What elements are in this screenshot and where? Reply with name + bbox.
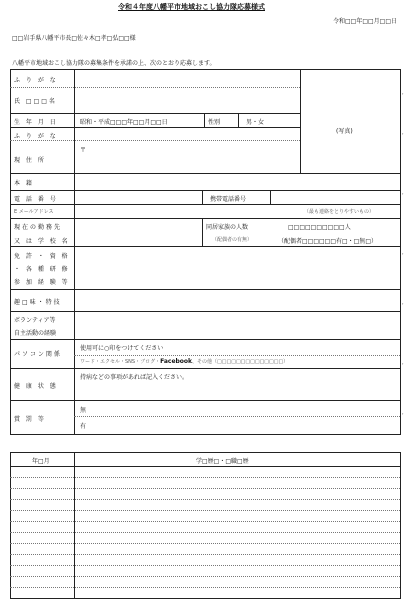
license-label-3: 参 加 経 験 等	[14, 279, 70, 286]
gender-value[interactable]: 男・女	[246, 119, 265, 126]
health-label: 健 康 状 態	[14, 383, 58, 390]
history-row[interactable]	[11, 522, 400, 531]
email-label: E メールアドレス	[14, 209, 54, 215]
history-row[interactable]	[11, 489, 400, 498]
volunteer-label-2: 自主活動の経験	[14, 330, 57, 337]
history-row[interactable]	[11, 566, 400, 575]
workplace-label-2: 又 は 学 校 名	[14, 238, 70, 245]
honseki-label: 本 籍	[14, 180, 34, 187]
pc-items-suffix: 、その他（□□□□□□□□□□□□□□）	[192, 359, 289, 365]
history-col-date: 年□月	[32, 458, 50, 465]
furigana-label: ふ り が な	[14, 77, 58, 84]
history-row[interactable]	[11, 511, 400, 520]
pc-items-facebook: Facebook	[160, 358, 193, 365]
birthdate-label: 生 年 月 日	[14, 119, 58, 126]
health-note: 持病などの事項があれば記入ください。	[80, 374, 189, 381]
phone-label: 電 話 番 号	[14, 196, 58, 203]
photo-placeholder: (写真)	[336, 128, 353, 135]
reward-yes: 有	[80, 423, 87, 430]
workplace-label-1: 現在の勤務先	[14, 224, 63, 231]
history-row[interactable]	[11, 577, 400, 586]
name-label: 氏 □□□名	[14, 98, 57, 105]
license-label-1: 免 許 ・ 資 格	[14, 253, 70, 260]
gender-label: 性別	[208, 119, 221, 126]
postal-mark: 〒	[80, 147, 87, 154]
furigana-address-label: ふ り が な	[14, 133, 58, 140]
family-label: 同居家族の人数	[206, 224, 249, 231]
email-note: （最も連絡をとりやすいもの）	[304, 209, 375, 215]
address-label: 現 住 所	[14, 157, 46, 164]
birthdate-value[interactable]: 昭和・平成□□□年□□月□□日	[80, 119, 168, 126]
license-label-2: ・ 各 種 研 修	[14, 266, 70, 273]
history-row[interactable]	[11, 533, 400, 542]
pc-label: パソコン関係	[14, 351, 62, 358]
pc-instruction: 使用可に○印をつけてください	[80, 345, 164, 352]
family-count-field[interactable]: □□□□□□□□□□人	[288, 224, 351, 231]
pc-skills-options[interactable]	[80, 358, 288, 365]
history-row[interactable]	[11, 500, 400, 509]
mobile-label: 携帯電話番号	[210, 196, 247, 203]
history-row[interactable]	[11, 588, 400, 597]
intro-text: 八幡平市地域おこし協力隊の募集条件を承諾の上、次のとおり応募します。	[12, 60, 216, 67]
form-title: 令和４年度八幡平市地域おこし協力隊応募様式	[118, 3, 265, 11]
history-row[interactable]	[11, 467, 400, 476]
history-row[interactable]	[11, 544, 400, 553]
history-row[interactable]	[11, 555, 400, 564]
hobby-label: 趣□味・特技	[14, 299, 62, 306]
reward-label: 賞 罰 等	[14, 416, 46, 423]
history-row[interactable]	[11, 478, 400, 487]
volunteer-label-1: ボランティア等	[14, 317, 56, 324]
family-note: （配偶者の有無）	[212, 237, 253, 243]
addressee: □□岩手県八幡平市長□佐々木□孝□弘□□様	[12, 35, 136, 42]
spouse-field[interactable]: （配偶者□□□□□□有□・□無□）	[278, 238, 378, 245]
reward-none: 無	[80, 407, 87, 414]
history-col-detail: 学□歴□・□職□歴	[196, 458, 249, 465]
application-date: 令和□□年□□月□□日	[332, 18, 397, 25]
pc-items-prefix: ワード・エクセル・SNS・ブログ・	[80, 359, 161, 365]
